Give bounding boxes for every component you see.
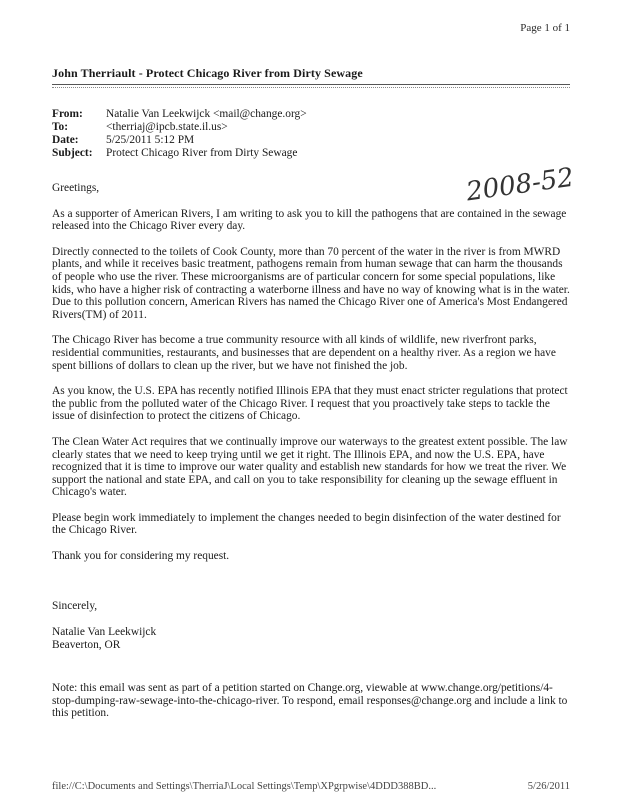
header-value: Protect Chicago River from Dirty Sewage: [106, 147, 298, 159]
header-from: [52, 108, 307, 121]
body-paragraph: As you know, the U.S. EPA has recently notified Illinois EPA that they must enact stricter regulations that protect the public from the polluted water of the Chicago River. I request that you proactively take steps to tackle the issue of disinfection to protect the citizens of Chicago.: [52, 385, 568, 423]
body-paragraph: Directly connected to the toilets of Cook County, more than 70 percent of the water in the river is from MWRD plants, and while it receives basic treatment, pathogens remain from human sewage that can harm the thousands of people who use the river. These microorganisms are of particular concern for some special populations, like kids, who have a higher risk of contracting a waterborne illness and have no way of knowing what is in the water. Due to this pollution concern, American Rivers has named the Chicago River one of America's Most Endangered Rivers(TM) of 2011.: [52, 245, 570, 321]
header-value: Natalie Van Leekwijck <mail@change.org>: [106, 108, 307, 120]
body-paragraph: Thank you for considering my request.: [52, 550, 230, 563]
body-paragraph: As a supporter of American Rivers, I am writing to ask you to kill the pathogens that are contained in the sewage released into the Chicago River every day.: [52, 207, 567, 233]
header-to: [52, 121, 307, 134]
header-label: To:: [52, 121, 69, 133]
header-label: Subject:: [52, 147, 93, 159]
body-paragraph: The Chicago River has become a true community resource with all kinds of wildlife, new riverfront parks, residential communities, restaurants, and businesses that are dependent on a healthy river. As a region we have spent billions of dollars to clean up the river, but we have not finished the job.: [52, 334, 556, 372]
signature-block: [52, 600, 156, 652]
petition-note: Note: this email was sent as part of a petition started on Change.org, viewable at www.change.org/petitions/4-stop-dumping-raw-sewage-into-the-chicago-river. To respond, email responses@change.org and include a link to this petition.: [52, 682, 568, 720]
email-body: [52, 182, 570, 576]
email-headers: [52, 108, 307, 160]
body-paragraph: The Clean Water Act requires that we continually improve our waterways to the greatest extent possible. The law clearly states that we need to keep trying until we get it right. The Illinois EPA, and now the U.S. EPA, have recognized that it is time to improve our water quality and establish new standards for how we treat the river. We support the national and state EPA, and call on you to take responsibility for cleaning up the sewage effluent in Chicago's water.: [52, 435, 568, 499]
footer-date: 5/26/2011: [527, 781, 570, 792]
header-label: From:: [52, 108, 83, 120]
email-title: John Therriault - Protect Chicago River from Dirty Sewage: [52, 66, 363, 80]
title-divider: [52, 84, 570, 85]
greeting: Greetings,: [52, 182, 100, 194]
print-footer: [52, 781, 570, 792]
handwritten-stamp: 2008-52: [464, 162, 576, 208]
signer-location: Beaverton, OR: [52, 639, 121, 651]
header-value: 5/25/2011 5:12 PM: [106, 134, 195, 146]
header-value: <therriaj@ipcb.state.il.us>: [106, 121, 228, 133]
footer-path: file://C:\Documents and Settings\TherriaJ\Local Settings\Temp\XPgrpwise\4DDD388BD...: [52, 781, 437, 792]
header-subject: [52, 147, 307, 160]
closing: Sincerely,: [52, 600, 98, 612]
title-divider-dotted: [52, 87, 570, 88]
header-date: [52, 134, 307, 147]
body-paragraph: Please begin work immediately to implement the changes needed to begin disinfection of the water destined for the Chicago River.: [52, 511, 561, 537]
page-number: Page 1 of 1: [520, 22, 570, 34]
header-label: Date:: [52, 134, 79, 146]
signer-name: Natalie Van Leekwijck: [52, 626, 157, 638]
